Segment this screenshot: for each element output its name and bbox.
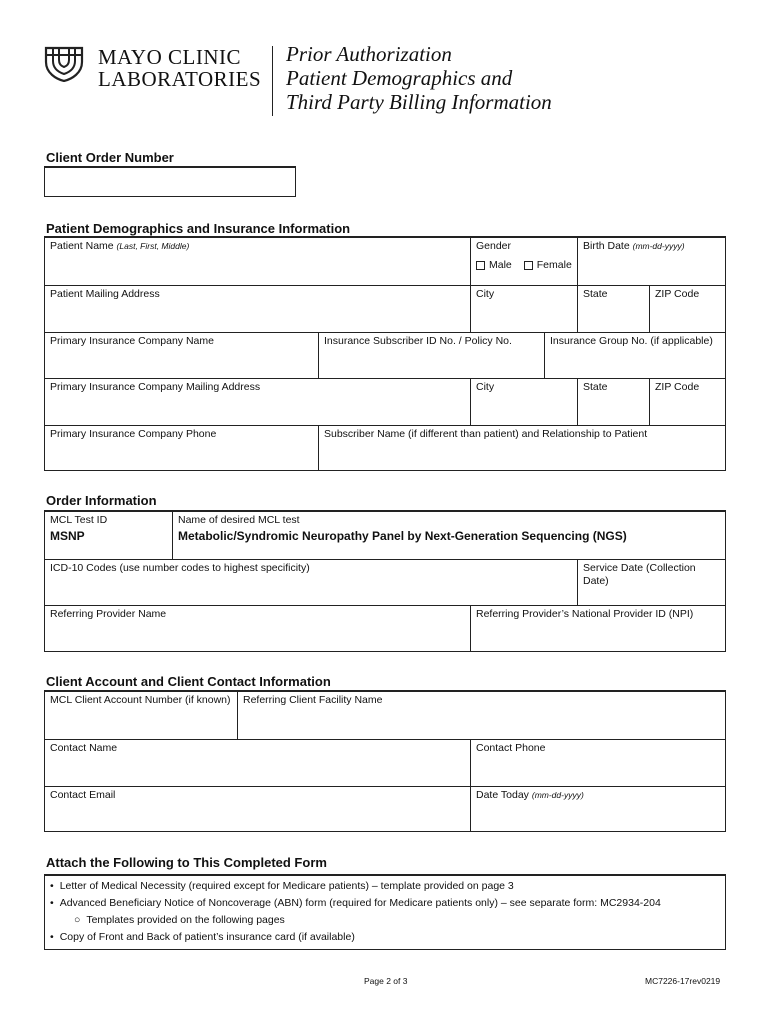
form-code: MC7226-17rev0219 bbox=[645, 976, 721, 986]
logo-line-1: MAYO CLINIC bbox=[98, 45, 241, 69]
attach-item-2-sub: Templates provided on the following pages bbox=[86, 914, 285, 926]
insurance-state-label: State bbox=[583, 381, 608, 393]
account-number-field[interactable] bbox=[45, 692, 237, 739]
insurance-phone-label: Primary Insurance Company Phone bbox=[50, 428, 217, 440]
birth-date-label: Birth Date bbox=[583, 240, 630, 252]
table-row bbox=[45, 378, 725, 425]
test-id-label: MCL Test ID bbox=[50, 514, 108, 526]
client-account-table bbox=[44, 690, 726, 832]
logo-line-2: LABORATORIES bbox=[98, 67, 262, 91]
insurance-zip-field[interactable] bbox=[649, 379, 725, 425]
insurance-company-label: Primary Insurance Company Name bbox=[50, 335, 214, 347]
mailing-address-field[interactable] bbox=[45, 286, 470, 332]
table-row bbox=[45, 692, 725, 739]
table-row bbox=[45, 285, 725, 332]
female-label: Female bbox=[536, 259, 572, 271]
patient-name-label: Patient Name bbox=[50, 240, 114, 252]
contact-phone-label: Contact Phone bbox=[476, 742, 546, 754]
date-today-hint: (mm-dd-yyyy) bbox=[531, 790, 584, 800]
table-row bbox=[45, 238, 725, 285]
male-checkbox[interactable] bbox=[476, 261, 485, 270]
bullet-icon: • bbox=[50, 880, 54, 892]
insurance-city-label: City bbox=[476, 381, 495, 393]
gender-field bbox=[470, 238, 577, 285]
test-name-field[interactable] bbox=[172, 512, 725, 559]
contact-phone-field[interactable] bbox=[470, 740, 725, 786]
client-account-heading: Client Account and Client Contact Information bbox=[46, 674, 331, 689]
table-row bbox=[45, 739, 725, 786]
list-item bbox=[50, 895, 720, 912]
list-item bbox=[50, 878, 720, 895]
date-today-label: Date Today bbox=[476, 789, 529, 801]
test-id-value: MSNP bbox=[50, 529, 85, 543]
title-line-1: Prior Authorization bbox=[286, 42, 452, 66]
attach-heading: Attach the Following to This Completed Form bbox=[46, 855, 327, 870]
insurance-address-label: Primary Insurance Company Mailing Address bbox=[50, 381, 261, 393]
table-row bbox=[45, 605, 725, 651]
client-order-number-field[interactable] bbox=[44, 166, 296, 197]
contact-name-field[interactable] bbox=[45, 740, 470, 786]
attach-item-2: Advanced Beneficiary Notice of Noncoverage (ABN) form (required for Medicare patients only) – see separate form: MC2934-204 bbox=[59, 897, 661, 909]
service-date-field[interactable] bbox=[577, 560, 725, 605]
state-label: State bbox=[583, 288, 608, 300]
contact-name-label: Contact Name bbox=[50, 742, 118, 754]
gender-label: Gender bbox=[476, 240, 512, 252]
attach-item-1: Letter of Medical Necessity (required except for Medicare patients) – template provided on page 3 bbox=[59, 880, 514, 892]
circle-bullet-icon: ○ bbox=[74, 914, 81, 926]
insurance-zip-label: ZIP Code bbox=[655, 381, 700, 393]
insurance-phone-field[interactable] bbox=[45, 426, 318, 470]
list-item bbox=[50, 929, 720, 946]
group-no-label: Insurance Group No. (if applicable) bbox=[550, 335, 713, 347]
referring-provider-label: Referring Provider Name bbox=[50, 608, 167, 620]
subscriber-name-label: Subscriber Name (if different than patient) and Relationship to Patient bbox=[324, 428, 648, 440]
mayo-shield-logo-icon bbox=[44, 46, 84, 82]
test-name-value: Metabolic/Syndromic Neuropathy Panel by Next-Generation Sequencing (NGS) bbox=[178, 529, 627, 543]
birth-date-field[interactable] bbox=[577, 238, 725, 285]
patient-name-hint: (Last, First, Middle) bbox=[116, 241, 190, 251]
bullet-icon: • bbox=[50, 897, 54, 909]
npi-label: Referring Provider’s National Provider ID (NPI) bbox=[476, 608, 694, 620]
female-checkbox[interactable] bbox=[524, 261, 533, 270]
page-number: Page 2 of 3 bbox=[364, 976, 408, 986]
title-line-3: Third Party Billing Information bbox=[286, 90, 552, 114]
title-line-2: Patient Demographics and bbox=[286, 66, 513, 90]
service-date-label: Service Date (Collection Date) bbox=[583, 562, 696, 587]
contact-email-field[interactable] bbox=[45, 787, 470, 831]
order-table bbox=[44, 510, 726, 652]
attach-list bbox=[44, 874, 726, 950]
group-no-field[interactable] bbox=[544, 333, 725, 378]
npi-field[interactable] bbox=[470, 606, 725, 651]
table-row bbox=[45, 786, 725, 831]
facility-name-label: Referring Client Facility Name bbox=[243, 694, 383, 706]
table-row bbox=[45, 559, 725, 605]
test-name-label: Name of desired MCL test bbox=[178, 514, 300, 526]
insurance-address-field[interactable] bbox=[45, 379, 470, 425]
attach-item-3: Copy of Front and Back of patient’s insurance card (if available) bbox=[59, 931, 355, 943]
form-title bbox=[286, 42, 552, 114]
insurance-state-field[interactable] bbox=[577, 379, 649, 425]
table-row bbox=[45, 332, 725, 378]
logo-wordmark bbox=[98, 46, 261, 90]
test-id-field[interactable] bbox=[45, 512, 172, 559]
referring-provider-field[interactable] bbox=[45, 606, 470, 651]
subscriber-id-label: Insurance Subscriber ID No. / Policy No. bbox=[324, 335, 512, 347]
date-today-field[interactable] bbox=[470, 787, 725, 831]
table-row bbox=[45, 425, 725, 470]
subscriber-id-field[interactable] bbox=[318, 333, 544, 378]
icd-codes-field[interactable] bbox=[45, 560, 577, 605]
male-label: Male bbox=[489, 259, 512, 271]
city-field[interactable] bbox=[470, 286, 577, 332]
insurance-company-field[interactable] bbox=[45, 333, 318, 378]
state-field[interactable] bbox=[577, 286, 649, 332]
city-label: City bbox=[476, 288, 495, 300]
account-number-label: MCL Client Account Number (if known) bbox=[50, 694, 231, 706]
birth-date-hint: (mm-dd-yyyy) bbox=[632, 241, 685, 251]
zip-field[interactable] bbox=[649, 286, 725, 332]
contact-email-label: Contact Email bbox=[50, 789, 116, 801]
table-row bbox=[45, 512, 725, 559]
demographics-heading: Patient Demographics and Insurance Information bbox=[46, 221, 351, 236]
mailing-address-label: Patient Mailing Address bbox=[50, 288, 160, 300]
list-item bbox=[50, 912, 720, 929]
bullet-icon: • bbox=[50, 931, 54, 943]
insurance-city-field[interactable] bbox=[470, 379, 577, 425]
demographics-table bbox=[44, 236, 726, 471]
patient-name-field[interactable] bbox=[45, 238, 470, 285]
icd-codes-label: ICD-10 Codes (use number codes to highest specificity) bbox=[50, 562, 310, 574]
subscriber-name-field[interactable] bbox=[318, 426, 725, 470]
client-order-heading: Client Order Number bbox=[46, 150, 174, 165]
header-divider bbox=[272, 46, 273, 116]
facility-name-field[interactable] bbox=[237, 692, 725, 739]
order-heading: Order Information bbox=[46, 493, 157, 508]
zip-label: ZIP Code bbox=[655, 288, 700, 300]
